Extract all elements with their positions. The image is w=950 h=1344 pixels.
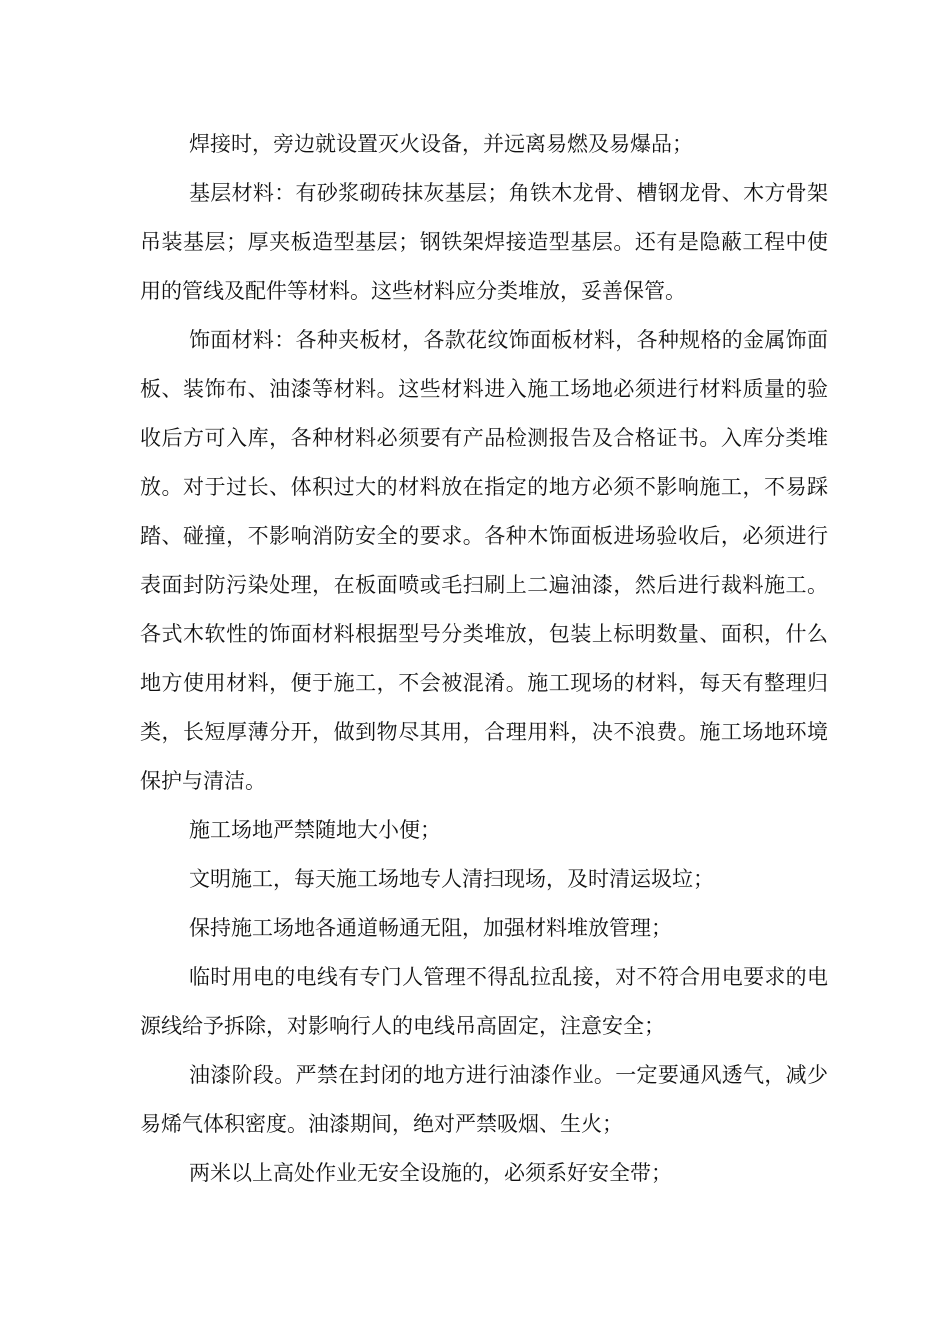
document-body: [140, 120, 828, 1198]
paragraph-finish-materials: 饰面材料：各种夹板材，各款花纹饰面板材料，各种规格的金属饰面板、装饰布、油漆等材料。这些材料进入施工场地必须进行材料质量的验收后方可入库，各种材料必须要有产品检测报告及合格证书。入库分类堆放。对于过长、体积过大的材料放在指定的地方必须不影响施工，不易踩踏、碰撞，不影响消防安全的要求。各种木饰面板进场验收后，必须进行表面封防污染处理，在板面喷或毛扫刷上二遍油漆，然后进行裁料施工。各式木软性的饰面材料根据型号分类堆放，包装上标明数量、面积，什么地方使用材料，便于施工，不会被混淆。施工现场的材料，每天有整理归类，长短厚薄分开，做到物尽其用，合理用料，决不浪费。施工场地环境保护与清洁。: [140, 328, 828, 793]
paragraph-base-materials: 基层材料：有砂浆砌砖抹灰基层；角铁木龙骨、槽钢龙骨、木方骨架吊装基层；厚夹板造型基层；钢铁架焊接造型基层。还有是隐蔽工程中使用的管线及配件等材料。这些材料应分类堆放，妥善保管。: [140, 181, 828, 303]
paragraph-height-work-safety: 两米以上高处作业无安全设施的，必须系好安全带；: [189, 1161, 672, 1185]
paragraph-site-hygiene: 施工场地严禁随地大小便；: [189, 818, 441, 842]
paragraph-welding-fire-safety: 焊接时，旁边就设置灭火设备，并远离易燃及易爆品；: [189, 132, 693, 156]
paragraph-temporary-electricity: 临时用电的电线有专门人管理不得乱拉乱接，对不符合用电要求的电源线给予拆除，对影响行人的电线吊高固定，注意安全；: [140, 965, 828, 1038]
paragraph-daily-cleaning: 文明施工，每天施工场地专人清扫现场，及时清运圾垃；: [189, 867, 714, 891]
paragraph-clear-passages: 保持施工场地各通道畅通无阻，加强材料堆放管理；: [189, 916, 672, 940]
paragraph-painting-stage: 油漆阶段。严禁在封闭的地方进行油漆作业。一定要通风透气，减少易烯气体积密度。油漆期间，绝对严禁吸烟、生火；: [140, 1063, 828, 1136]
